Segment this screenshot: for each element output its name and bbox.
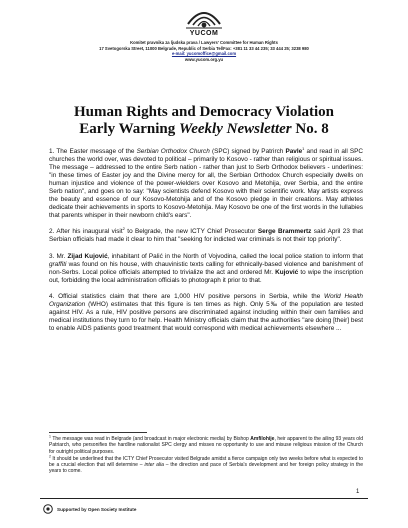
title-italic: Weekly Newsletter xyxy=(179,121,292,137)
yucom-emblem-icon xyxy=(184,4,224,32)
title-prefix: Early Warning xyxy=(79,121,180,137)
footnote-1: $^1$ The message was read in Belgrade (and broadcast in major electronic media) by Bishop Amfilohije, heir apparent to the ailing 93 years old Patriarch, who personifies the hardline nationalist SPC clergy and misses no opportunity to use and misuse religious mission of the Church for outright political purposes. xyxy=(49,434,363,455)
footnote-ref-1: 1 xyxy=(302,145,305,151)
paragraph-2: 2. After his inaugural visit$^2$ to Belgrade, the new ICTY Chief Prosecutor Serge Brammertz said April 23 that Serbian officials had made it clear to him that "seeking for indicted war criminals is not their top priority". xyxy=(49,226,363,244)
footnote-ref-2: 2 xyxy=(122,226,125,232)
newsletter-title xyxy=(20,104,388,138)
footer-supported-by: Supported by Open Society Institute xyxy=(57,507,137,512)
title-suffix: No. 8 xyxy=(291,121,329,137)
title-line-1: Human Rights and Democracy Violation xyxy=(73,104,334,120)
footer-rule xyxy=(40,498,368,499)
logo-wordmark: YUCOM xyxy=(189,30,219,37)
footnotes xyxy=(49,436,363,476)
org-email-link[interactable]: e-mail: yucomoffice@gmail.com xyxy=(171,51,237,57)
organization-header xyxy=(40,40,368,62)
paragraph-3: 3. Mr. Zijad Kujović, inhabitant of Palić in the North of Vojvodina, called the local police station to inform that graffiti was found on his house, with chauvinistic texts calling for ethnically-based violence and banishment of non-Serbs. Local police officials attempted to trivialize the act and ordered Mr. Kujović to wipe the inscription out, forbidding the local administration officials to photograph it prior to that. xyxy=(49,252,363,284)
footnote-2: $^2$ It should be underlined that the ICTY Chief Prosecutor visited Belgrade amidst a fierce campaign only two weeks before what is expected to be a crucial election that will determine – inter alia – the direction and pace of Serbia's development and her foreign policy strategy in the years to come. xyxy=(49,454,363,475)
osi-logo-icon xyxy=(43,504,53,514)
article-body xyxy=(49,145,364,341)
paragraph-4: 4. Official statistics claim that there are 1,000 HIV positive persons in Serbia, while the World Health Organization (WHO) estimates that this figure is ten times as high. Only 5‰ of the population are tested against HIV. As a rule, HIV positive persons are discriminated against including within their own families and medical institutions they turn to for help. Health Ministry officials claim that the authorities "are doing [their] best to enable AIDS patients good treatment that would correspond with medical achievements elsewhere ... xyxy=(49,292,363,332)
footnote-separator xyxy=(49,432,147,433)
org-address: 17 Svetogorska Street, 11000 Belgrade, Republic of Serbia Tel/Fax: +381 11 33 44 235; 33 444 25; 3238 980 xyxy=(99,45,309,51)
org-website[interactable]: www.yucom.org.yu xyxy=(184,56,224,62)
org-name: Komitet pravnika za ljudska prava / Lawyers' Committee for Human Rights xyxy=(130,40,278,45)
paragraph-1: 1. The Easter message of the Serbian Orthodox Church (SPC) signed by Patrirch Pavle$^1$ and read in all SPC churches the world over, was devoted to political – primarily to Kosovo - rather than religious or spiritual issues. The message – addressed to the entire Serb nation - rather than just to Serb Orthodox believers - underlines: "in these times of Easter joy and the Divine mercy for all, the Serbian Orthodox Church especially dwells on human injustice and violence of the power-wielders over Kosovo and Metohija, over Serbia, and the entire Serb nation", and goes on to say: "May scientists defend Kosovo with their scientific work. May artists express the beauty and essence of our Kosovo-Metohija and of the Kosovo pledge in their creations. May athletes dedicate their achievements in sports to Kosovo-Metohija. May Kosovo be one of the first words in the lullabies that parents whisper in their newborn child's ears". xyxy=(49,145,364,220)
page-number: 1 xyxy=(356,489,360,495)
title-line-2 xyxy=(20,121,388,138)
